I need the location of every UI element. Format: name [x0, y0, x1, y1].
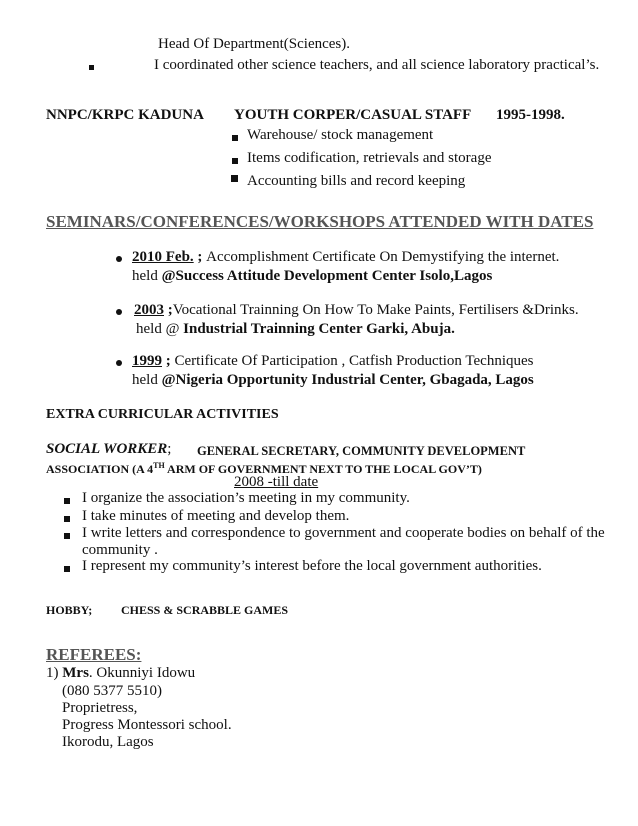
seminar-date: 2010 Feb.: [132, 249, 194, 265]
job-duty: Warehouse/ stock management: [247, 127, 434, 143]
social-position: GENERAL SECRETARY, COMMUNITY DEVELOPMENT: [197, 444, 526, 458]
square-bullet-icon: [89, 65, 94, 70]
social-worker-line: SOCIAL WORKER;: [46, 441, 172, 457]
referee-org: Progress Montessori school.: [62, 717, 232, 733]
square-bullet-icon: [232, 135, 238, 141]
job-years: 1995-1998.: [496, 107, 565, 123]
referee-role: Proprietress,: [62, 700, 138, 716]
seminar-date: 2003: [134, 302, 164, 318]
seminars-heading: SEMINARS/CONFERENCES/WORKSHOPS ATTENDED WITH DATES: [46, 212, 594, 231]
seminar-held: held @Nigeria Opportunity Industrial Center, Gbagada, Lagos: [132, 372, 534, 388]
extra-duty: I represent my community’s interest before the local government authorities.: [82, 558, 542, 574]
extra-duty-continued: community .: [82, 542, 158, 558]
top-line-2: I coordinated other science teachers, and all science laboratory practical’s.: [154, 57, 600, 73]
square-bullet-icon: [64, 533, 70, 539]
square-bullet-icon: [64, 498, 70, 504]
referee-phone: (080 5377 5510): [62, 683, 162, 699]
job-duty: Items codification, retrievals and storage: [247, 150, 492, 166]
square-bullet-icon: [64, 566, 70, 572]
social-worker-title: SOCIAL WORKER: [46, 441, 168, 457]
seminar-held: held @ Industrial Trainning Center Garki, Abuja.: [136, 321, 455, 337]
extra-duty: I organize the association’s meeting in my community.: [82, 490, 410, 506]
bullet-icon: [116, 309, 122, 315]
seminar-desc: Accomplishment Certificate On Demystifying the internet.: [206, 249, 560, 265]
job-duty: Accounting bills and record keeping: [247, 173, 466, 189]
seminar-item: 2010 Feb. ; Accomplishment Certificate On Demystifying the internet.: [132, 249, 560, 265]
seminar-item: 2003 ;Vocational Trainning On How To Make Paints, Fertilisers &Drinks.: [134, 302, 579, 318]
seminar-desc: Certificate Of Participation , Catfish Production Techniques: [174, 353, 534, 369]
hobby-value: CHESS & SCRABBLE GAMES: [121, 603, 289, 617]
square-bullet-icon: [232, 158, 238, 164]
referee-name: 1) Mrs. Okunniyi Idowu: [46, 665, 196, 681]
bullet-icon: [116, 360, 122, 366]
square-bullet-icon: [231, 175, 238, 182]
job-employer: NNPC/KRPC KADUNA: [46, 107, 204, 123]
seminar-desc: Vocational Trainning On How To Make Paints, Fertilisers &Drinks.: [172, 302, 579, 318]
top-line-1: Head Of Department(Sciences).: [158, 36, 350, 52]
job-role: YOUTH CORPER/CASUAL STAFF: [234, 107, 472, 123]
square-bullet-icon: [64, 516, 70, 522]
seminar-date: 1999: [132, 353, 162, 369]
bullet-icon: [116, 256, 122, 262]
hobby-label: HOBBY;: [46, 603, 93, 617]
extra-duty: I write letters and correspondence to government and cooperate bodies on behalf of the: [82, 525, 605, 541]
period: 2008 -till date: [234, 474, 319, 490]
extra-duty: I take minutes of meeting and develop them.: [82, 508, 350, 524]
seminar-held: held @Success Attitude Development Center Isolo,Lagos: [132, 268, 493, 284]
association-line: ASSOCIATION (A 4TH ARM OF GOVERNMENT NEXT TO THE LOCAL GOV’T): [46, 461, 482, 476]
referee-city: Ikorodu, Lagos: [62, 734, 154, 750]
seminar-item: 1999 ; Certificate Of Participation , Catfish Production Techniques: [132, 353, 534, 369]
referees-heading: REFEREES:: [46, 645, 142, 664]
extra-heading: EXTRA CURRICULAR ACTIVITIES: [46, 407, 279, 422]
